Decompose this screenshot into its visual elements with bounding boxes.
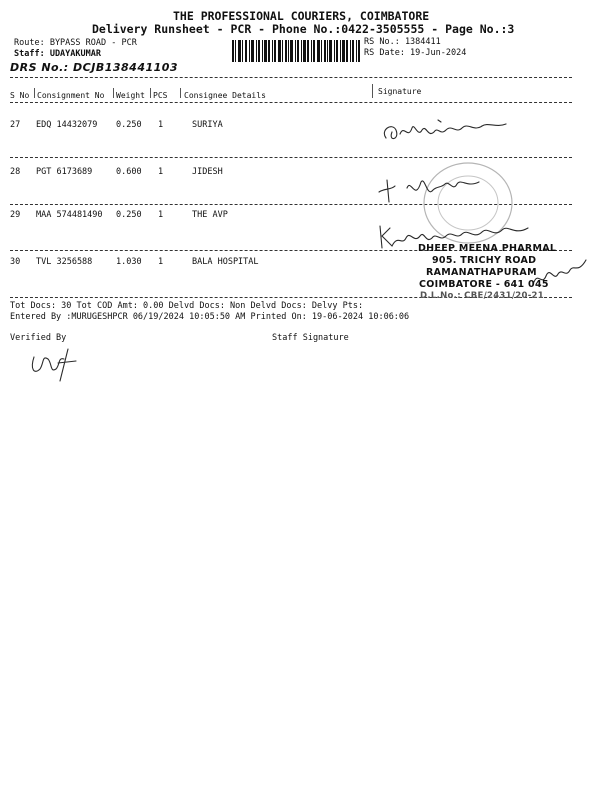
row-consignment: PGT 6173689 [36,167,93,177]
row-consignee: THE AVP [192,210,228,220]
row-weight: 0.600 [116,167,142,177]
col-header-consignee: Consignee Details [184,91,266,100]
drs-number: DRS No.: DCJB138441103 [10,61,179,74]
row-consignment: TVL 3256588 [36,257,93,267]
col-divider-5 [372,84,373,98]
stamp-line-3: RAMANATHAPURAM [426,267,537,278]
row-sno: 29 [10,210,21,220]
staff-signature-label: Staff Signature [272,333,349,343]
row-pcs: 1 [158,167,164,177]
totals-line: Tot Docs: 30 Tot COD Amt: 0.00 Delvd Docs: Non Delvd Docs: Delvy Pts: [10,301,364,311]
col-divider-4 [180,88,181,98]
col-header-weight: Weight [116,91,145,100]
row-weight: 0.250 [116,120,142,130]
row-weight: 0.250 [116,210,142,220]
row-pcs: 1 [158,257,164,267]
runsheet-subtitle: Delivery Runsheet - PCR - Phone No.:0422-3505555 - Page No.:3 [92,22,515,36]
col-divider-1 [34,88,35,98]
route-label: Route: BYPASS ROAD - PCR [14,38,137,48]
row-consignment: MAA 574481490 [36,210,103,220]
stamp-line-2: 905. TRICHY ROAD [432,255,537,266]
col-header-sno: S No [10,91,30,100]
row-sno: 28 [10,167,21,177]
row-consignee: SURIYA [192,120,223,130]
company-title: THE PROFESSIONAL COURIERS, COIMBATORE [173,9,430,23]
col-divider-2 [113,88,114,98]
rs-date: RS Date: 19-Jun-2024 [364,48,467,58]
col-header-signature: Signature [378,87,422,96]
verified-signature-icon [28,345,88,385]
rs-number: RS No.: 1384411 [364,37,441,47]
row-pcs: 1 [158,210,164,220]
signature-suriya-icon [378,110,528,150]
stamp-line-4: COIMBATORE - 641 045 [419,279,549,290]
row-sno: 27 [10,120,21,130]
row-weight: 1.030 [116,257,142,267]
verified-by-label: Verified By [10,333,67,343]
signature-jidesh-icon [375,168,485,208]
row-pcs: 1 [158,120,164,130]
table-top-rule [10,77,572,78]
row-consignee: JIDESH [192,167,223,177]
row-sno: 30 [10,257,21,267]
col-divider-3 [150,88,151,98]
stamp-line-1: DHEEP MEENA PHARMAL [418,243,557,254]
col-header-consignment: Consignment No [37,91,105,100]
row-consignee: BALA HOSPITAL [192,257,259,267]
col-header-pcs: PCS [153,91,168,100]
staff-label: Staff: UDAYAKUMAR [14,49,101,59]
row-consignment: EDQ 14432079 [36,120,98,130]
entered-by-line: Entered By :MURUGESHPCR 06/19/2024 10:05:50 AM Printed On: 19-06-2024 10:06:06 [10,312,410,322]
barcode-icon [232,40,360,62]
stamp-line-5: D.L.No.: CBE/2431/20-21 [420,291,544,301]
table-header-rule [10,102,572,103]
